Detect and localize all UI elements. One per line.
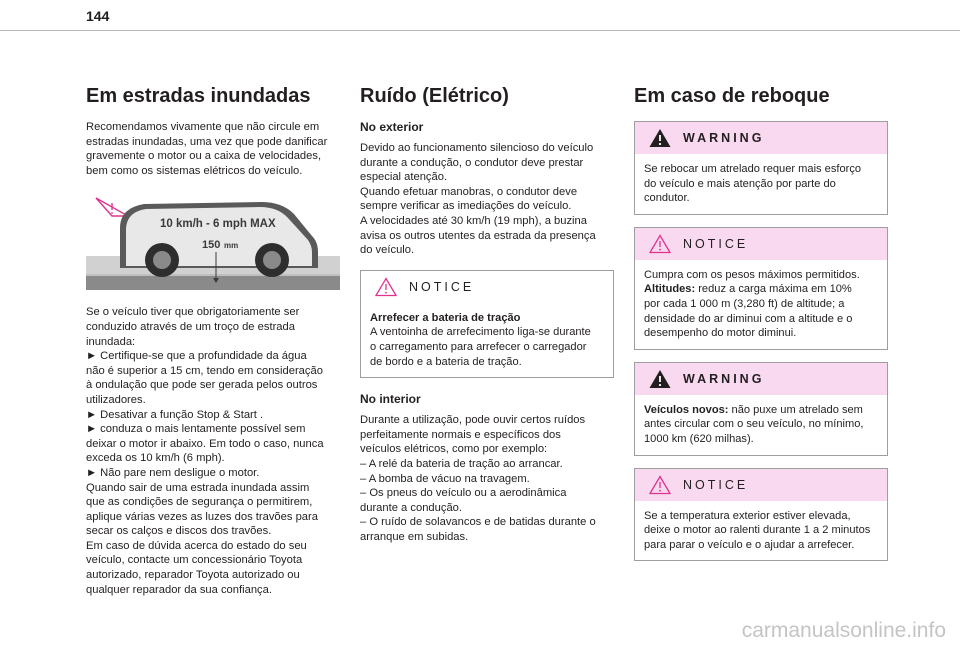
column-noise-electric [360, 83, 614, 544]
notice-triangle-icon [375, 277, 397, 297]
notice-body [635, 501, 887, 561]
warning-box-new-vehicles [634, 362, 888, 456]
notice-triangle-icon [649, 234, 671, 254]
text-line: arranque em subidas. [360, 530, 469, 543]
warning-label: WARNING [683, 131, 765, 145]
text-line: durante a condução. [360, 501, 463, 514]
text-line: densidade do ar diminui com a altitude e o [644, 312, 853, 325]
notice-text [644, 509, 878, 553]
header-rule [0, 30, 960, 31]
notice-label: NOTICE [683, 236, 749, 251]
text-line: Quando sair de uma estrada inundada assim [86, 481, 310, 494]
text-line: inundada: [86, 335, 136, 348]
text-line: Em caso de dúvida acerca do estado do seu [86, 539, 307, 552]
text-line: A ventoinha de arrefecimento liga-se durante [370, 326, 591, 339]
page-number: 144 [86, 8, 110, 24]
speed-limit-label: 10 km/h - 6 mph MAX [160, 218, 276, 231]
text-line: especial atenção. [360, 171, 448, 184]
text-line: conduzido através de um troço de estrada [86, 320, 295, 333]
text-line: – A relé da bateria de tração ao arrancar. [360, 457, 563, 470]
text-line: exceda os 10 km/h (6 mph). [86, 452, 225, 465]
text-line: ► Certifique-se que a profundidade da água [86, 350, 307, 363]
text-line [644, 282, 878, 297]
text-line: do veículo e mais atenção por parte do [644, 177, 836, 190]
text-line: gravemente o motor ou a caixa de velocidades, [86, 150, 322, 163]
warning-header [635, 363, 887, 395]
text-line: Recomendamos vivamente que não circule em [86, 121, 320, 133]
text-line: deixar o motor ir abaixo. Em todo o caso, nunca [86, 437, 324, 450]
text-line: não é superior a 15 cm, tendo em consideração [86, 364, 323, 377]
notice-body [361, 303, 613, 377]
depth-unit: mm [224, 241, 239, 251]
text-line: condutor. [644, 192, 690, 205]
warning-triangle-icon [649, 128, 671, 148]
column-flooded-roads [86, 83, 340, 597]
text-line: – O ruído de solavancos e de batidas durante o [360, 516, 596, 529]
warning-triangle-icon [649, 369, 671, 389]
text-line: sempre verificar as imediações do veículo. [360, 200, 572, 213]
text-line: ► conduza o mais lentamente possível sem [86, 423, 306, 436]
text-line: veículo, contacte um concessionário Toyota [86, 554, 303, 567]
text-line: Se rebocar um atrelado requer mais esforço [644, 163, 862, 175]
notice-text [644, 282, 878, 340]
text-line: secar os calços e discos dos travões. [86, 525, 272, 538]
text-line: à ondulação que pode ser gerada pelos outros [86, 379, 318, 392]
text-line: bem como os sistemas elétricos do veículo. [86, 164, 303, 177]
text-line: estradas inundadas, uma vez que pode danificar [86, 135, 328, 148]
text-line: do veículo. [360, 244, 415, 257]
text-line: 1000 km (620 milhas). [644, 432, 754, 445]
interior-text [360, 413, 614, 544]
text-line: desempenho do motor diminui. [644, 327, 797, 340]
text-line: utilizadores. [86, 393, 146, 406]
text-line: Quando efetuar manobras, o condutor deve [360, 185, 578, 198]
warning-text-first: não puxe um atrelado sem [728, 403, 863, 416]
notice-intro: Cumpra com os pesos máximos permitidos. [644, 268, 860, 281]
text-line: de bordo e a bateria de tração. [370, 355, 522, 368]
notice-text [370, 325, 604, 369]
section-title-flooded-roads: Em estradas inundadas [86, 85, 311, 107]
warning-body [635, 395, 887, 455]
text-line: autorizado, reparador Toyota autorizado ou [86, 569, 300, 582]
flooded-intro [86, 120, 340, 178]
text-line: – Os pneus do veículo ou a aerodinâmica [360, 487, 567, 500]
subheading-exterior: No exterior [360, 120, 424, 134]
flooded-road-illustration [86, 190, 340, 290]
subheading-interior: No interior [360, 392, 421, 407]
flooded-body [86, 305, 340, 597]
text-line: Durante a utilização, pode ouvir certos ruídos [360, 414, 586, 427]
text-line: aplique várias vezes as luzes dos travões para [86, 510, 318, 523]
notice-body [635, 260, 887, 349]
notice-triangle-icon [649, 475, 671, 495]
warning-bold-label: Veículos novos: [644, 403, 729, 416]
notice-header [361, 271, 613, 303]
notice-bold-label: Altitudes: [644, 283, 696, 296]
text-line: ► Desativar a função Stop & Start . [86, 408, 264, 421]
notice-box-temperature [634, 468, 888, 562]
notice-box-battery [360, 270, 614, 378]
watermark: carmanualsonline.info [741, 619, 946, 642]
text-line: ► Não pare nem desligue o motor. [86, 466, 260, 479]
text-line: para parar o veículo e o ajudar a arrefecer. [644, 538, 855, 551]
text-line: – A bomba de vácuo na travagem. [360, 472, 530, 485]
text-line: antes circular com o seu veículo, no mínimo, [644, 418, 864, 431]
warning-label: WARNING [683, 371, 765, 386]
section-title-towing: Em caso de reboque [634, 85, 830, 107]
warning-text [644, 162, 878, 206]
warning-header [635, 122, 887, 154]
text-line: veículos elétricos, como por exemplo: [360, 443, 548, 456]
text-line: que as condições de segurança o permitirem, [86, 496, 313, 509]
notice-heading: Arrefecer a bateria de tração [370, 311, 521, 324]
notice-header [635, 469, 887, 501]
depth-value: 150 [202, 239, 221, 252]
text-line: deixe o motor ao ralenti durante 1 a 2 minutos [644, 524, 871, 537]
warning-body [635, 154, 887, 214]
notice-header [635, 228, 887, 260]
text-line: por cada 1 000 m (3,280 ft) de altitude; a [644, 297, 845, 310]
text-line: durante a condução, o condutor deve prestar [360, 156, 584, 169]
column-towing [634, 83, 888, 561]
text-line: perfeitamente normais e específicos dos [360, 428, 561, 441]
text-line: A velocidades até 30 km/h (19 mph), a buzina [360, 214, 587, 227]
text-line: qualquer reparador da sua confiança. [86, 583, 272, 596]
text-line: Se a temperatura exterior estiver elevada, [644, 509, 851, 522]
text-line: Se o veículo tiver que obrigatoriamente ser [86, 306, 300, 319]
warning-text [644, 403, 878, 447]
notice-text-first: reduz a carga máxima em 10% [695, 283, 852, 296]
warning-box-towing [634, 121, 888, 215]
text-line: avisa os outros utentes da estrada da presença [360, 229, 596, 242]
notice-label: NOTICE [409, 279, 475, 294]
text-line: Devido ao funcionamento silencioso do veículo [360, 142, 594, 154]
text-line: o carregamento para arrefecer o carregador [370, 340, 587, 353]
road-surface [86, 274, 340, 290]
section-title-noise: Ruído (Elétrico) [360, 85, 509, 107]
exterior-text [360, 141, 614, 258]
notice-label: NOTICE [683, 477, 749, 492]
text-line [644, 403, 878, 418]
notice-box-weights [634, 227, 888, 350]
